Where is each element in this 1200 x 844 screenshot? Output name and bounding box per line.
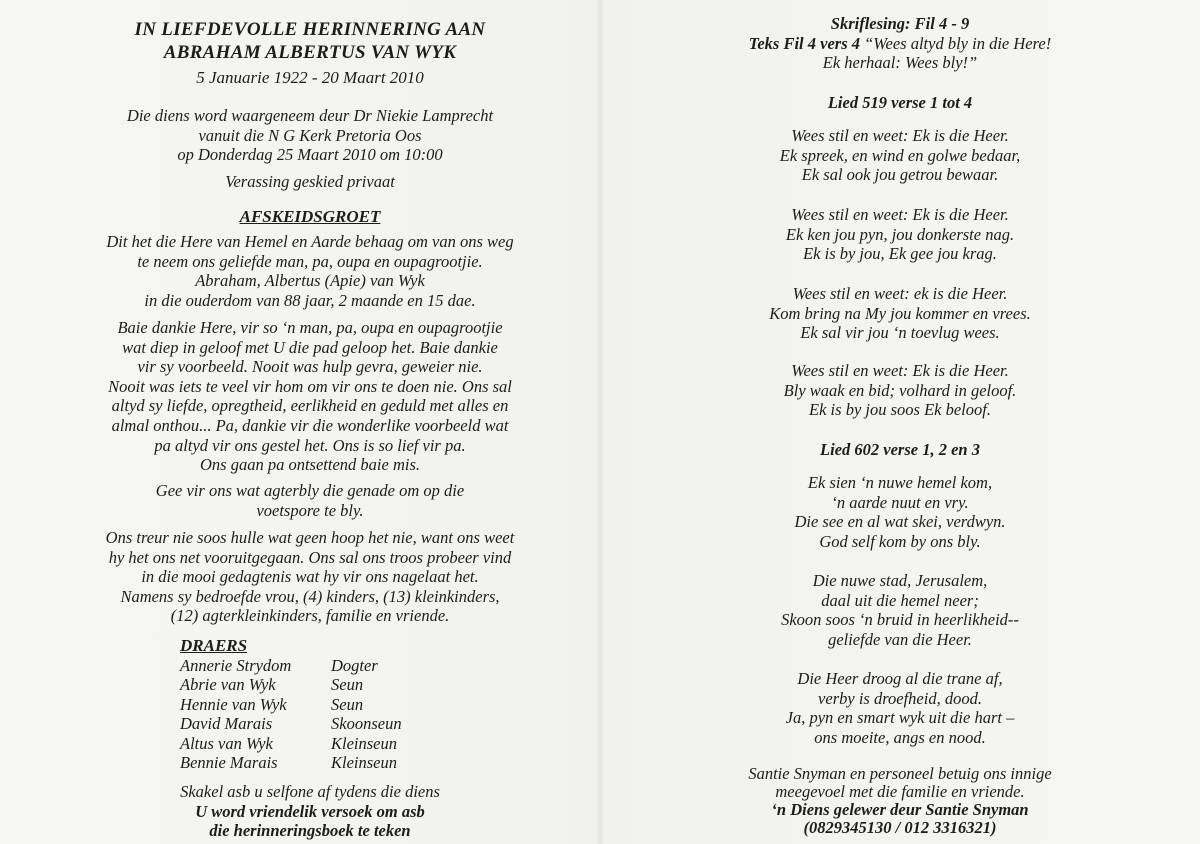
right-page (680, 0, 1120, 844)
pallbearer-row (180, 695, 440, 714)
verse-line: Ek sien ‘n nuwe hemel kom, (807, 473, 993, 492)
paragraph-line: in die mooi gedagtenis wat hy vir ons nagelaat het. (141, 567, 479, 587)
verse-line: Ek is by jou, Ek gee jou krag. (803, 244, 997, 264)
verse-line: Kom bring na My jou kommer en vrees. (769, 303, 1031, 323)
pallbearer-name: Hennie van Wyk (180, 694, 287, 714)
paragraph-line: in die ouderdom van 88 jaar, 2 maande en 15 dae. (144, 290, 476, 310)
paragraph-line: Ons gaan pa ontsettend baie mis. (200, 455, 420, 475)
paragraph-line: wat diep in geloof met U die pad geloop het. Baie dankie (122, 337, 498, 357)
pallbearer-relation: Dogter (331, 656, 378, 675)
verse-line: ‘n aarde nuut en vry. (831, 492, 969, 512)
hymn-title: Lied 519 verse 1 tot 4 (827, 93, 973, 112)
paragraph-line: te neem ons geliefde man, pa, oupa en oupagrootjie. (137, 251, 483, 271)
paragraph-line: Ons treur nie soos hulle wat geen hoop het nie, want ons weet (105, 528, 515, 547)
pallbearer-name: Altus van Wyk (180, 733, 273, 753)
verse-line: Wees stil en weet: Ek is die Heer. (791, 126, 1009, 145)
farewell-paragraph-3 (90, 481, 530, 520)
pallbearer-relation: Seun (331, 694, 364, 714)
pallbearer-name: David Marais (180, 714, 273, 734)
verse-line: ons moeite, angs en nood. (814, 727, 986, 747)
closing-notes (90, 782, 530, 841)
pallbearer-relation: Seun (331, 675, 364, 695)
verse-line: God self kom by ons bly. (819, 531, 981, 551)
verse-line: Bly waak en bid; volhard in geloof. (783, 380, 1017, 400)
pallbearer-relation: Kleinseun (331, 753, 397, 773)
reading-title: Skriflesing: Fil 4 - 9 (830, 14, 970, 33)
paragraph-line: almal onthou... Pa, dankie vir die wonderlike voorbeeld wat (111, 415, 509, 435)
closing-line: Skakel asb u selfone af tydens die diens (180, 782, 440, 801)
pallbearer-row (180, 714, 440, 733)
service-info (90, 106, 530, 165)
service-line: vanuit die N G Kerk Pretoria Oos (198, 125, 422, 145)
verse-line: daal uit die hemel neer; (821, 590, 979, 610)
pallbearer-name: Annerie Strydom (180, 656, 292, 675)
footer-line: Santie Snyman en personeel betuig ons innige (748, 764, 1052, 783)
verse-line: Die Heer droog al die trane af, (797, 669, 1003, 688)
pallbearer-relation: Skoonseun (331, 714, 402, 734)
cremation-text: Verassing geskied privaat (225, 172, 395, 191)
paragraph-line: Dit het die Here van Hemel en Aarde behaag om van ons weg (106, 232, 514, 251)
paragraph-line: voetspore te bly. (256, 500, 364, 520)
service-line: Die diens word waargeneem deur Dr Niekie Lamprecht (126, 106, 494, 125)
left-page (90, 0, 530, 844)
paragraph-line: Nooit was iets te veel vir hom om vir ons te doen nie. Ons sal (108, 376, 512, 396)
paragraph-line: Gee vir ons wat agterbly die genade om op die (155, 481, 465, 500)
paragraph-line: pa altyd vir ons gestel het. Ons is so lief vir pa. (154, 435, 466, 455)
paragraph-line: (12) agterkleinkinders, familie en vriende. (170, 606, 450, 626)
life-dates (90, 68, 530, 88)
verse-line: Wees stil en weet: Ek is die Heer. (791, 361, 1009, 380)
verse-line: Ek sal vir jou ‘n toevlug wees. (800, 323, 1000, 343)
verse-line: Wees stil en weet: Ek is die Heer. (791, 205, 1009, 224)
title-line: IN LIEFDEVOLLE HERINNERING AAN (134, 19, 486, 40)
hymn-519-verse-3 (680, 284, 1120, 343)
reading-line: Teks Fil 4 vers 4 “Wees altyd bly in die Here! (748, 33, 1052, 53)
pallbearers-title: DRAERS (180, 636, 248, 655)
pallbearer-row (180, 753, 440, 772)
farewell-paragraph-2 (90, 318, 530, 475)
pallbearer-name: Bennie Marais (180, 753, 278, 773)
hymn-519-verse-4 (680, 361, 1120, 420)
hymn-519-heading (680, 93, 1120, 113)
pallbearer-row (180, 656, 440, 675)
dates-text: 5 Januarie 1922 - 20 Maart 2010 (196, 68, 424, 87)
hymn-title: Lied 602 verse 1, 2 en 3 (820, 440, 980, 459)
paragraph-line: Namens sy bedroefde vrou, (4) kinders, (13) kleinkinders, (120, 586, 500, 606)
reading-line: Ek herhaal: Wees bly!” (822, 53, 978, 73)
hymn-602-verse-2 (680, 571, 1120, 649)
verse-line: Die see en al wat skei, verdwyn. (794, 512, 1006, 532)
footer-bold-line: ‘n Diens gelewer deur Santie Snyman (771, 800, 1029, 819)
paragraph-line: Baie dankie Here, vir so ‘n man, pa, oupa en oupagrootjie (117, 318, 503, 337)
funeral-home-footer (680, 765, 1120, 837)
verse-line: verby is droefheid, dood. (818, 688, 982, 708)
closing-line: U word vriendelik versoek om asb (195, 801, 425, 821)
verse-line: Ek is by jou soos Ek beloof. (809, 400, 991, 420)
hymn-602-verse-1 (680, 473, 1120, 551)
hymn-519-verse-1 (680, 126, 1120, 185)
memorial-title (90, 18, 530, 64)
pallbearer-row (180, 675, 440, 694)
verse-line: geliefde van die Heer. (828, 629, 972, 649)
verse-line: Ek sal ook jou getrou bewaar. (801, 165, 999, 185)
hymn-519-verse-2 (680, 205, 1120, 264)
farewell-paragraph-4 (90, 528, 530, 626)
pallbearers-list (180, 656, 440, 772)
verse-line: Die nuwe stad, Jerusalem, (812, 571, 988, 590)
footer-phone-line: (0829345130 / 012 3316321) (803, 818, 997, 837)
service-line: op Donderdag 25 Maart 2010 om 10:00 (177, 145, 443, 165)
farewell-title: AFSKEIDSGROET (239, 207, 381, 226)
pallbearer-name: Abrie van Wyk (180, 675, 276, 695)
verse-line: Ek spreek, en wind en golwe bedaar, (779, 145, 1021, 165)
paragraph-line: altyd sy liefde, opregtheid, eerlikheid en geduld met alles en (111, 396, 509, 416)
pallbearer-row (180, 734, 440, 753)
hymn-602-verse-3 (680, 669, 1120, 747)
verse-line: Ja, pyn en smart wyk uit die hart – (785, 708, 1015, 728)
reading-quote: “Wees altyd bly in die Here! (864, 33, 1052, 53)
scripture-reading (680, 14, 1120, 73)
farewell-heading (90, 207, 530, 227)
farewell-paragraph-1 (90, 232, 530, 310)
verse-line: Wees stil en weet: ek is die Heer. (792, 284, 1008, 303)
verse-line: Ek ken jou pyn, jou donkerste nag. (785, 224, 1015, 244)
paragraph-line: Abraham, Albertus (Apie) van Wyk (195, 271, 425, 291)
pallbearer-relation: Kleinseun (331, 733, 397, 753)
paragraph-line: vir sy voorbeeld. Nooit was hulp gevra, geweier nie. (137, 357, 483, 377)
paragraph-line: hy het ons net vooruitgegaan. Ons sal ons troos probeer vind (108, 547, 512, 567)
title-line: ABRAHAM ALBERTUS VAN WYK (163, 42, 457, 63)
verse-line: Skoon soos ‘n bruid in heerlikheid-- (781, 610, 1019, 630)
footer-line: meegevoel met die familie en vriende. (775, 782, 1025, 801)
closing-line: die herinneringsboek te teken (209, 821, 411, 841)
cremation-note (90, 172, 530, 192)
hymn-602-heading (680, 440, 1120, 460)
